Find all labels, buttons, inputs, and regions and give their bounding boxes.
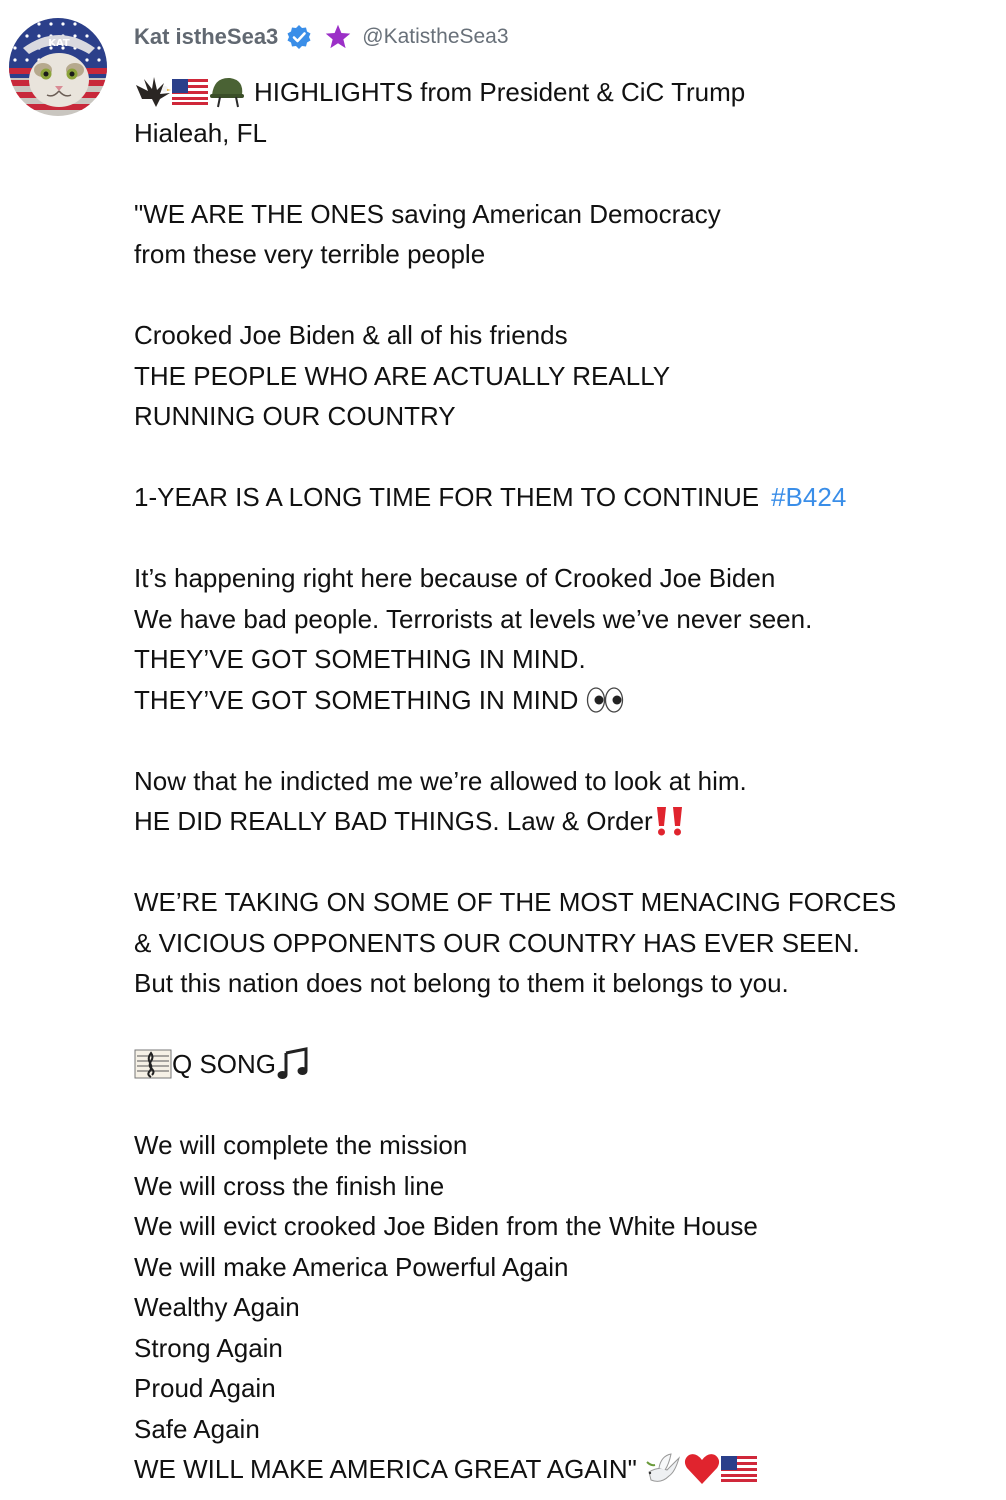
avatar-cat-image [9,18,107,116]
svg-text:KAT: KAT [48,38,70,49]
musical-notes-icon [276,1047,310,1081]
spacer [134,842,994,883]
purple-star-icon [324,23,352,51]
spacer [134,720,994,761]
us-flag-icon [172,79,208,105]
musical-score-icon [134,1047,172,1081]
text-line: RUNNING OUR COUNTRY [134,401,456,431]
text-line [134,1449,994,1490]
text-line: Strong Again [134,1332,283,1363]
spacer [134,437,994,478]
text-line: We have bad people. Terrorists at levels we’ve never seen. [134,603,813,634]
post-body [134,72,994,1490]
text-line [134,477,994,518]
text-line: Wealthy Again [134,1292,300,1322]
red-heart-icon [683,1452,721,1486]
spacer [134,1004,994,1045]
text-line: from these very terrible people [134,239,486,269]
text-span: WE WILL MAKE AMERICA GREAT AGAIN" [134,1454,637,1484]
post-title: HIGHLIGHTS from President & CiC Trump [254,77,746,107]
text-line: We will make America Powerful Again [134,1251,569,1282]
display-name[interactable]: Kat istheSea3 [134,24,279,49]
text-line: We will evict crooked Joe Biden from the White House [134,1211,758,1241]
post-title-line [134,72,994,113]
text-line: It’s happening right here because of Crooked Joe Biden [134,563,776,593]
text-span: 1-YEAR IS A LONG TIME FOR THEM TO CONTINUE [134,482,760,512]
text-line [134,801,994,842]
us-flag-icon [721,1456,757,1482]
eagle-icon [134,75,172,109]
spacer [134,518,994,559]
spacer [134,153,994,194]
text-line: Crooked Joe Biden & all of his friends [134,320,568,350]
text-line: Proud Again [134,1373,276,1403]
military-helmet-icon [208,75,246,109]
text-span: HE DID REALLY BAD THINGS. Law & Order [134,806,653,836]
spacer [134,1085,994,1126]
author-handle[interactable]: @KatistheSea3 [362,25,509,48]
text-line: THEY’VE GOT SOMETHING IN MIND. [134,644,586,674]
text-line: & VICIOUS OPPONENTS OUR COUNTRY HAS EVER SEEN. [134,927,860,958]
hashtag-link[interactable]: #B424 [771,482,847,512]
text-span: THEY’VE GOT SOMETHING IN MIND [134,684,579,715]
text-line: We will complete the mission [134,1130,468,1160]
text-line: WE’RE TAKING ON SOME OF THE MOST MENACING FORCES [134,887,897,917]
text-line: We will cross the finish line [134,1170,445,1201]
post-header [134,22,509,52]
text-line: Now that he indicted me we’re allowed to look at him. [134,765,747,796]
spacer [134,275,994,316]
text-line: Safe Again [134,1413,260,1444]
text-line [134,680,994,721]
song-title: Q SONG [172,1049,277,1079]
text-line [134,1044,994,1085]
eyes-icon [586,686,624,714]
verified-check-icon [286,24,312,50]
dove-icon [645,1452,683,1486]
avatar[interactable] [9,18,107,116]
post-location: Hialeah, FL [134,117,267,148]
text-line: "WE ARE THE ONES saving American Democracy [134,198,721,229]
text-line: But this nation does not belong to them it belongs to you. [134,968,789,998]
double-exclamation-icon [653,805,687,837]
text-line: THE PEOPLE WHO ARE ACTUALLY REALLY [134,360,671,391]
